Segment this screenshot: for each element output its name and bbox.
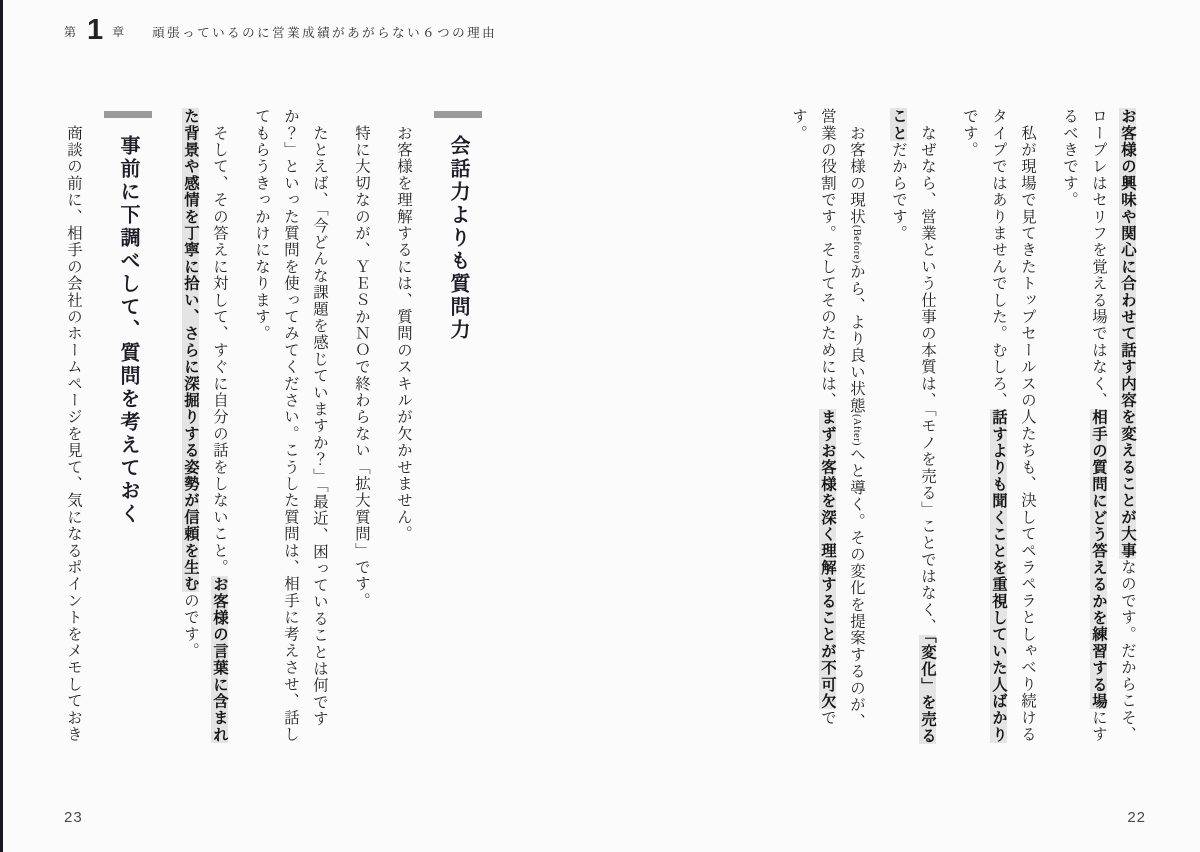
- text-segment: へと導く。その変化を提案するのが、営業の役割です。そしてそのためには、: [819, 108, 865, 730]
- chapter-unit: 章: [112, 25, 127, 39]
- paragraph: [955, 108, 1042, 746]
- paragraph: [59, 108, 88, 746]
- text-segment: にするべきです。: [1061, 108, 1107, 743]
- text-segment: (After): [851, 413, 862, 446]
- section-heading: 会話力よりも質問力: [436, 108, 480, 746]
- text-segment-emphasis: お客様の興味や関心に合わせて話す内容を変えることが大事: [1119, 108, 1136, 559]
- text-segment: お客様を理解するには、質問のスキルが欠かせません。: [395, 108, 412, 543]
- text-segment-emphasis: お客様の言葉に含まれた背景や感情を丁寧に拾い、さらに深掘りする姿勢が信頼を生む: [182, 108, 228, 743]
- chapter-label: 第: [64, 25, 79, 39]
- text-segment: そして、その答えに対して、すぐに自分の話をしないこと。: [211, 108, 228, 576]
- paragraph: [1055, 108, 1142, 746]
- text-segment-emphasis: 相手の質問にどう答えるかを練習する場: [1090, 408, 1107, 710]
- text-segment-emphasis: 話すよりも聞くことを重視していた人ばかり: [990, 408, 1007, 743]
- chapter-title: 頑張っているのに営業成績があがらない６つの理由: [152, 25, 498, 40]
- text-segment: 私が現場で見てきたトップセールスの人たちも、決してペラペラとしゃべり続けるタイプではありませんでした。むしろ、: [990, 108, 1036, 743]
- text-segment: 商談の前に、相手の会社のホームページを見て、気になるポイントをメモしておき: [65, 108, 82, 743]
- text-segment: だからです。: [890, 141, 907, 242]
- text-segment: なぜなら、営業という仕事の本質は、「モノを売る」ことではなく、: [919, 108, 936, 635]
- paragraph: [784, 108, 871, 746]
- text-segment: 特に大切なのが、ＹＥＳかＮＯで終わらない「拡大質問」です。: [353, 108, 370, 609]
- chapter-number: 1: [87, 14, 104, 46]
- text-segment: なのです。だからこそ、ロープレはセリフを覚える場ではなく、: [1090, 108, 1136, 743]
- paragraph: [884, 108, 942, 746]
- page-number-right: 22: [1127, 809, 1146, 826]
- paragraph: [176, 108, 234, 746]
- text-segment-emphasis: まずお客様を深く理解することが不可欠: [819, 408, 836, 710]
- chapter-header: [64, 16, 497, 47]
- paragraph: [347, 108, 376, 746]
- text-segment: です。: [790, 108, 836, 726]
- section-heading: 事前に下調べして、質問を考えておく: [106, 108, 150, 746]
- text-segment: です。: [961, 108, 978, 159]
- text-segment-emphasis: 「変化」を売ること: [890, 108, 936, 744]
- text-segment: から、より良い状態: [848, 263, 865, 414]
- text-segment: お客様の現状: [848, 108, 865, 225]
- page-edge: [0, 0, 3, 852]
- text-segment: のです。: [182, 592, 199, 660]
- text-segment: たとえば、「今どんな課題を感じていますか？」「最近、困っていることは何ですか？」といった質問を使ってみてください。こうした質問は、相手に考えさせ、話してもらうきっかけになります。: [253, 108, 328, 743]
- paragraph: [247, 108, 334, 746]
- paragraph: [389, 108, 418, 746]
- text-segment: (Before): [851, 224, 862, 264]
- page-23-text: [36, 108, 488, 746]
- page-22-text: [750, 108, 1142, 746]
- page-number-left: 23: [64, 809, 83, 826]
